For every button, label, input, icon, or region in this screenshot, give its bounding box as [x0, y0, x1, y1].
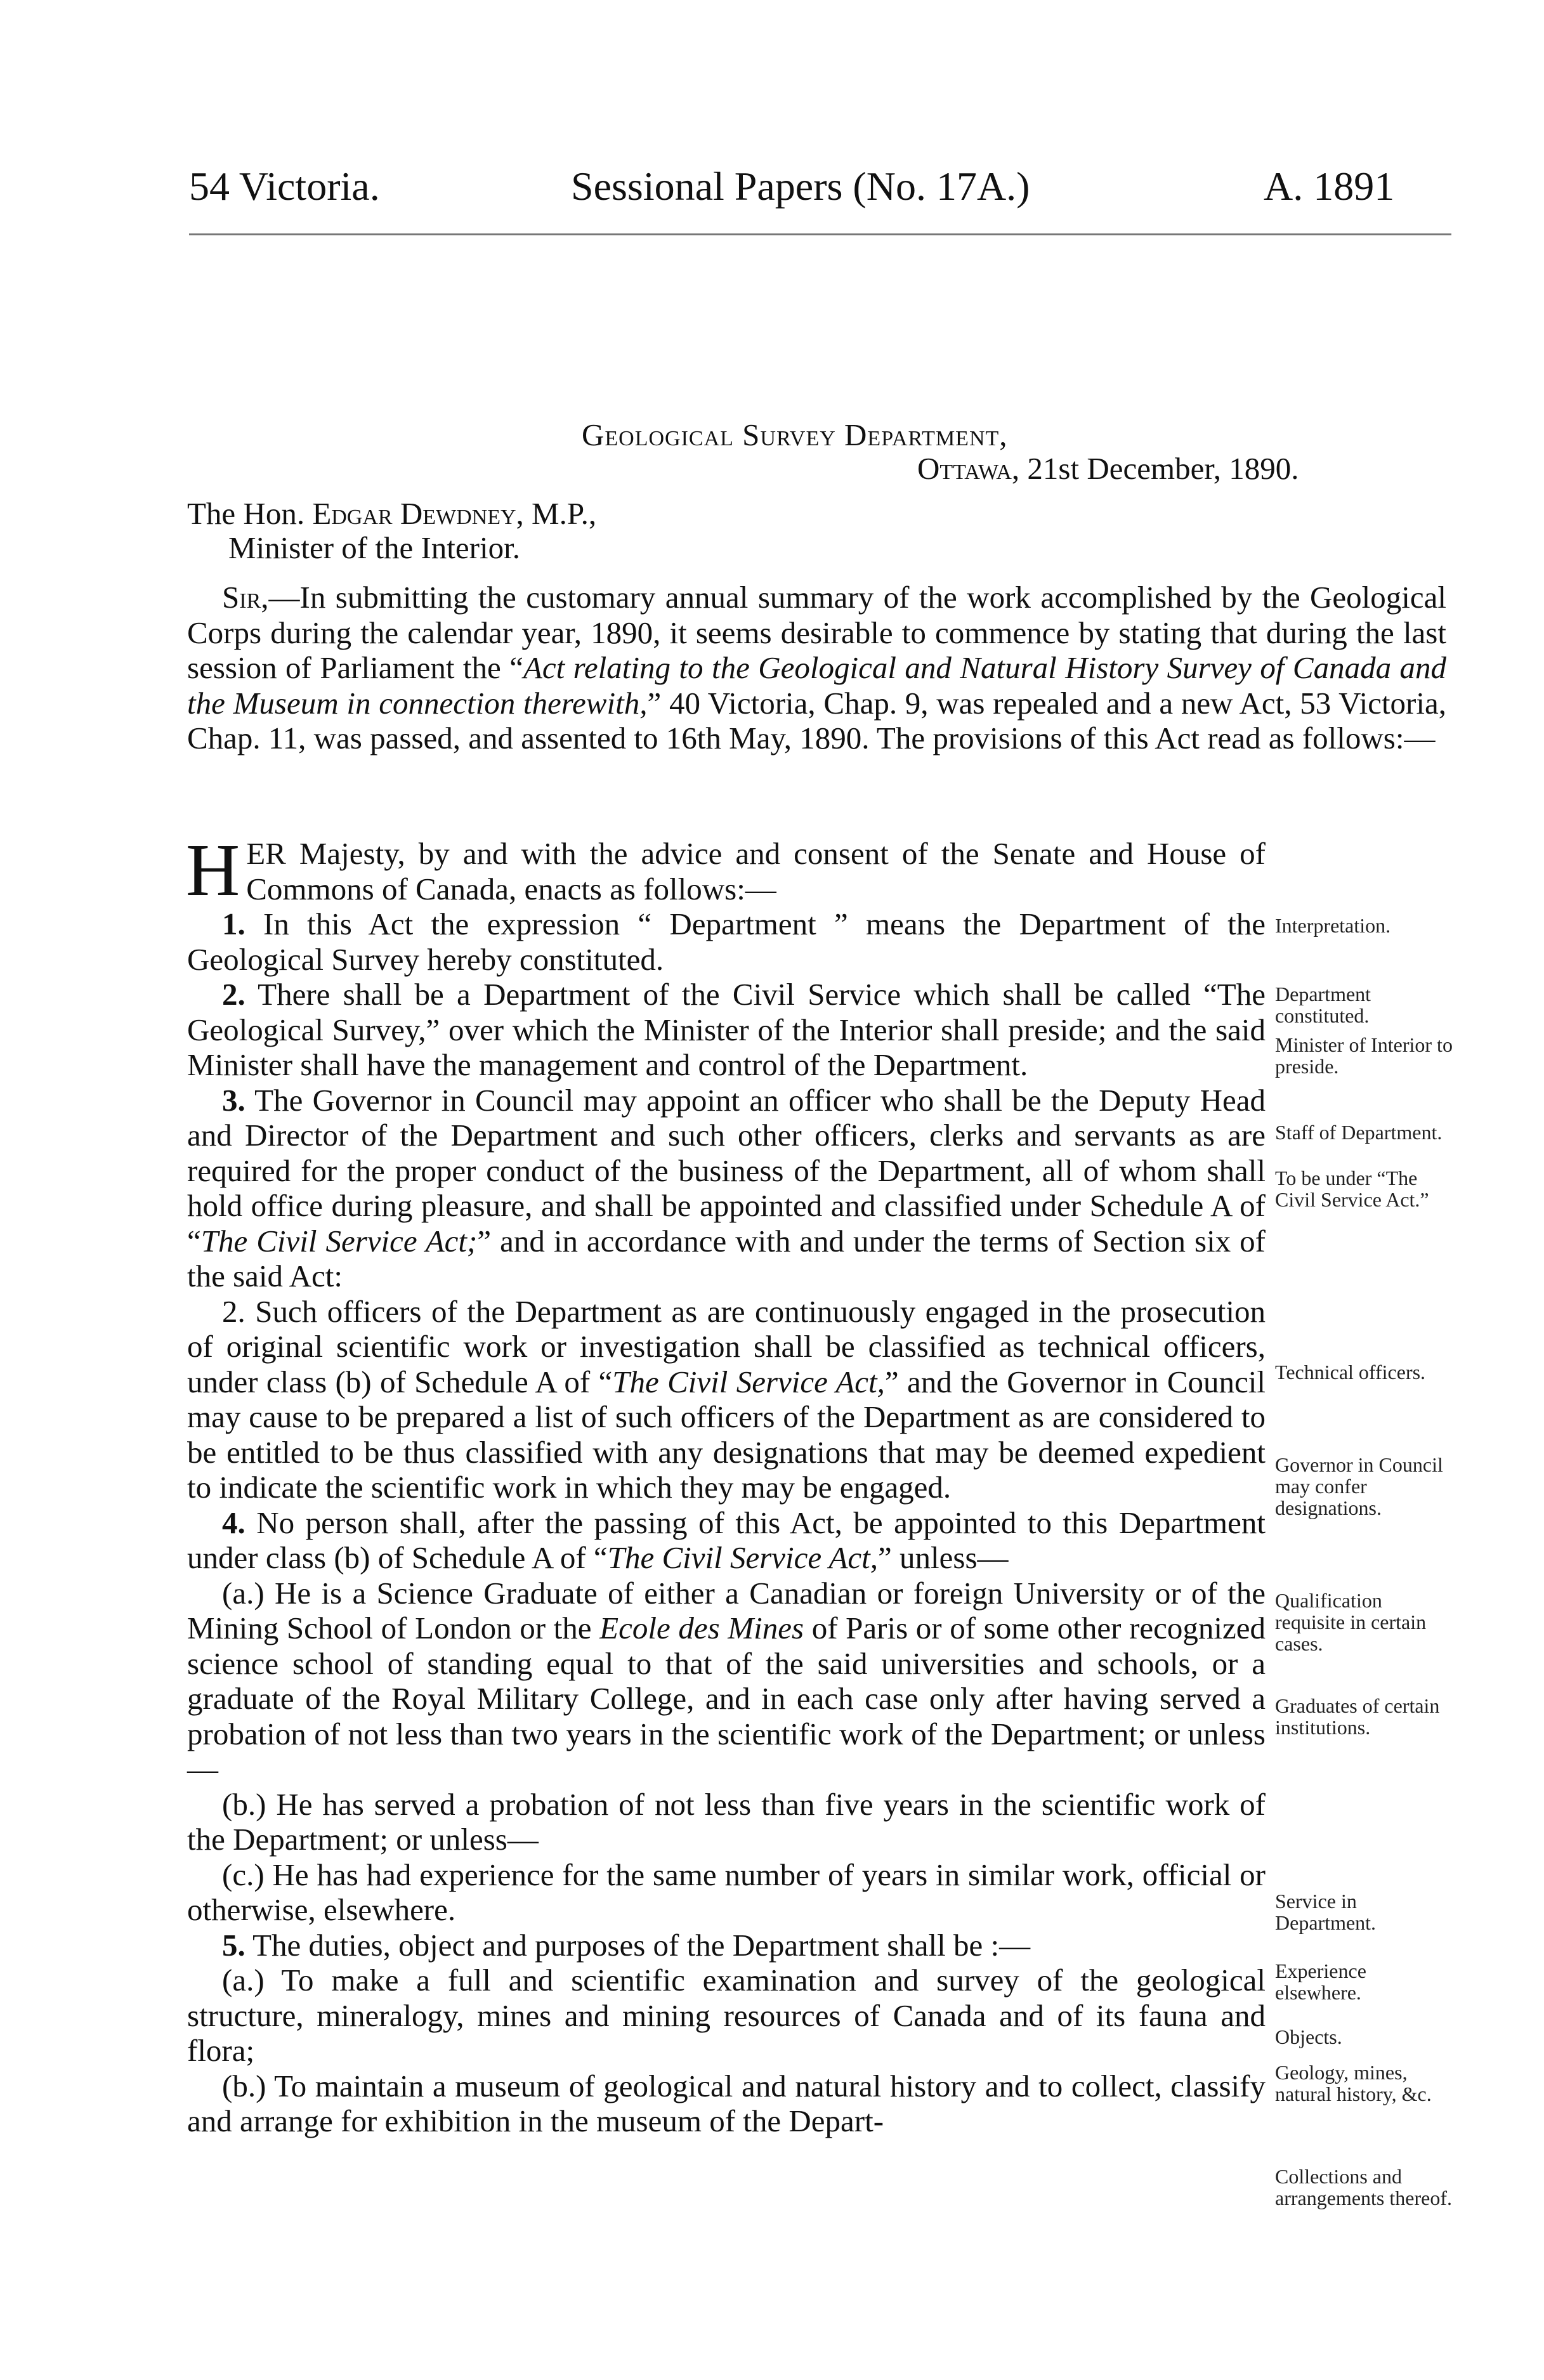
section-3-number: 3.: [222, 1082, 245, 1118]
section-1-number: 1.: [222, 906, 245, 941]
intro-text-1: —In submitting the customary annual summary of the work accomplished by the Geological Corps during the calendar year, 1890, it seems desirable to commence by stating that during the last session of Parliament the “: [187, 580, 1446, 685]
section-2-text: There shall be a Department of the Civil Service which shall be called “The Geological Survey,” over which the Minister of the Interior shall preside; and the said Minister shall have the management and control of the Department.: [187, 977, 1266, 1082]
section-3-text-1: The Governor in Council may appoint an officer who shall be the Deputy Head and Director of the Department and such other officers, clerks and servants as are required for the proper conduct of the business of the Department, all of whom shall hold office during pleasure, and shall be appointed and classified under Schedule A of “: [187, 1082, 1266, 1259]
section-4: [187, 1505, 1266, 1576]
section-4-text-1: No person shall, after the passing of this Act, be appointed to this Department under class (b) of Schedule A of “: [187, 1505, 1266, 1575]
letter-date: 21st December, 1890.: [1027, 451, 1299, 486]
section-4a-text-2: of Paris or of some other recognized science school of standing equal to that of the said universities and schools, or a graduate of the Royal Military College, and in each case only after having served a probation of not less than two years in the scientific work of the Department; or unless—: [187, 1611, 1266, 1786]
margin-note-graduates: Graduates of certain institutions.: [1275, 1694, 1440, 1739]
section-5-number: 5.: [222, 1927, 245, 1963]
section-4-number: 4.: [222, 1505, 245, 1540]
enacting-clause: ER Majesty, by and with the advice and consent of the Senate and House of Commons of Canada, enacts as follows:—: [246, 836, 1266, 906]
margin-note-governor: Governor in Council may confer designations.: [1275, 1453, 1443, 1519]
section-3: [187, 1083, 1266, 1294]
running-header-center: Sessional Papers (No. 17A.): [571, 164, 1030, 209]
section-4-a: [187, 1576, 1266, 1787]
addressee-title: Minister of the Interior.: [228, 530, 520, 565]
section-3-text-2: ” and in accordance with and under the terms of Section six of the said Act:: [187, 1223, 1266, 1293]
salutation: Sir,: [222, 580, 269, 615]
margin-note-objects: Objects.: [1275, 2025, 1342, 2048]
section-4a-text-1: (a.) He is a Science Graduate of either a Canadian or foreign University or of the Mining School of London or the: [187, 1575, 1266, 1645]
section-2-number: 2.: [222, 977, 245, 1012]
margin-note-experience: Experience elsewhere.: [1275, 1959, 1366, 2004]
addressee-name: Edgar Dewdney,: [312, 496, 524, 531]
letter-dateline: [917, 451, 1299, 487]
margin-note-department: Department constituted.: [1275, 983, 1371, 1027]
section-3-subsection-2: [187, 1294, 1266, 1505]
letter-city: Ottawa,: [917, 451, 1020, 486]
section-4a-school: Ecole des Mines: [599, 1611, 804, 1645]
letter-intro: [187, 580, 1446, 756]
running-header-left: 54 Victoria.: [189, 164, 380, 209]
addressee-suffix: M.P.,: [532, 496, 597, 531]
margin-note-minister: Minister of Interior to preside.: [1275, 1033, 1453, 1078]
section-3-2-act: The Civil Service Act,: [612, 1364, 885, 1399]
margin-note-qualification: Qualification requisite in certain cases.: [1275, 1589, 1427, 1655]
margin-note-geology: Geology, mines, natural history, &c.: [1275, 2061, 1432, 2105]
margin-note-collections: Collections and arrangements thereof.: [1275, 2165, 1452, 2209]
section-3-2-text-1: 2. Such officers of the Department as are continuously engaged in the prosecution of original scientific work or investigation shall be classified as technical officers, under class (b) of Schedule A of “: [187, 1293, 1266, 1399]
header-rule: [189, 233, 1451, 235]
drop-cap: H: [186, 828, 240, 912]
intro-text-2: ” 40 Victoria, Chap. 9, was repealed and a new Act, 53 Victoria, Chap. 11, was passed, and assented to 16th May, 1890. The provisions of this Act read as follows:—: [187, 685, 1446, 755]
section-5-b: (b.) To maintain a museum of geological and natural history and to collect, classify and arrange for exhibition in the museum of the Depart-: [187, 2068, 1266, 2138]
margin-note-interpretation: Interpretation.: [1275, 914, 1391, 937]
margin-note-civil-service: To be under “The Civil Service Act.”: [1275, 1167, 1429, 1211]
margin-note-staff: Staff of Department.: [1275, 1121, 1443, 1144]
act-body: [186, 828, 1266, 2139]
margin-note-service: Service in Department.: [1275, 1890, 1377, 1934]
addressee-line: [187, 496, 596, 532]
section-3-act: The Civil Service Act;: [200, 1223, 478, 1259]
section-5: [187, 1928, 1266, 1963]
section-1: [187, 906, 1266, 977]
intro-act-title: Act relating to the Geological and Natural History Survey of Canada and the Museum in connection therewith,: [187, 650, 1446, 721]
section-4-b: (b.) He has served a probation of not less than five years in the scientific work of the Department; or unless—: [187, 1786, 1266, 1857]
section-3-2-text-2: ” and the Governor in Council may cause to be prepared a list of such officers of the Department as are considered to be entitled to be thus classified with any designations that may be deemed expedient to indicate the scientific work in which they may be engaged.: [187, 1364, 1266, 1505]
margin-note-technical: Technical officers.: [1275, 1361, 1426, 1383]
section-4-act: The Civil Service Act,: [607, 1540, 879, 1575]
addressee-prefix: The Hon.: [187, 496, 305, 531]
running-header-right: A. 1891: [1264, 164, 1395, 209]
section-4-text-2: ” unless—: [878, 1540, 1009, 1575]
section-1-text: In this Act the expression “ Department ” means the Department of the Geological Survey hereby constituted.: [187, 906, 1266, 977]
letterhead-department: Geological Survey Department,: [582, 417, 1008, 452]
section-5-a: (a.) To make a full and scientific examination and survey of the geological structure, mineralogy, mines and mining resources of Canada and of its fauna and flora;: [187, 1963, 1266, 2068]
section-5-text: The duties, object and purposes of the Department shall be :—: [245, 1927, 1031, 1963]
section-4-c: (c.) He has had experience for the same number of years in similar work, official or otherwise, elsewhere.: [187, 1857, 1266, 1927]
section-2: [187, 977, 1266, 1083]
